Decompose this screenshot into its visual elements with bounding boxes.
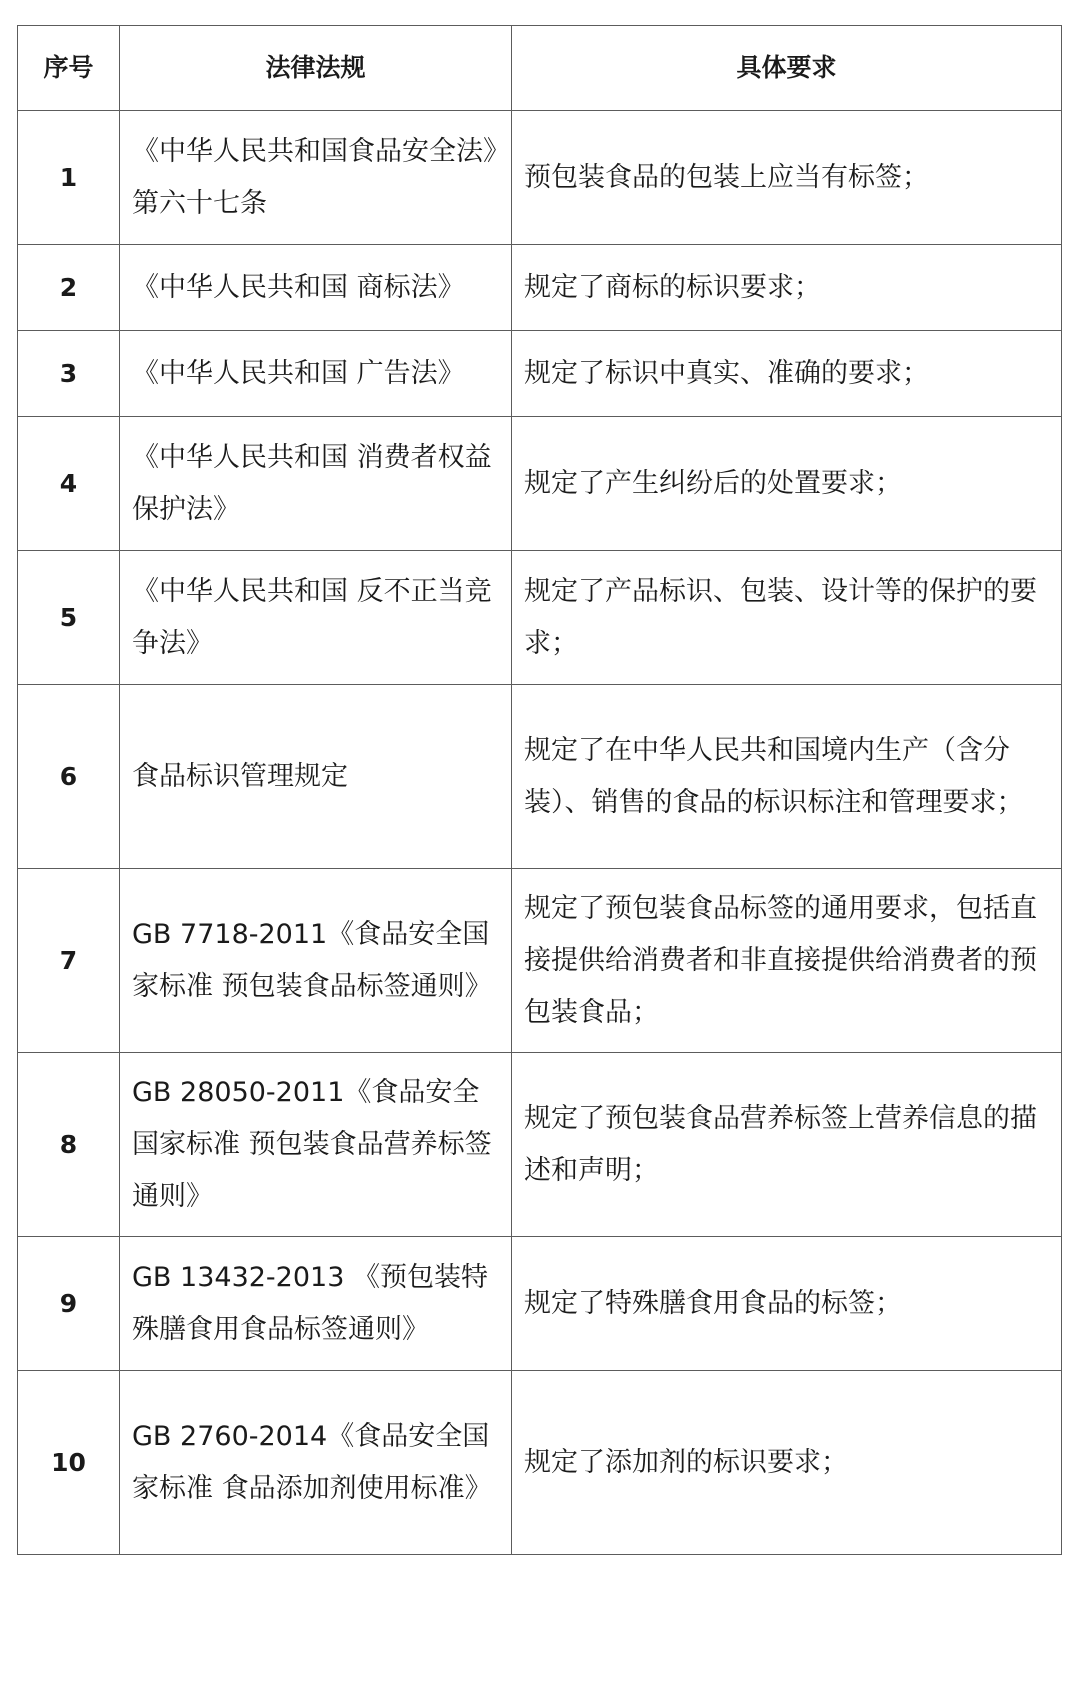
row-number: 9: [18, 1237, 120, 1371]
row-number: 1: [18, 111, 120, 245]
row-requirement: 规定了商标的标识要求；: [512, 245, 1062, 331]
table-row: [18, 685, 1062, 869]
row-requirement: 规定了特殊膳食用食品的标签；: [512, 1237, 1062, 1371]
row-number: 3: [18, 331, 120, 417]
row-law: 《中华人民共和国食品安全法》第六十七条: [120, 111, 512, 245]
table-row: [18, 417, 1062, 551]
row-law: GB 28050-2011《食品安全国家标准 预包装食品营养标签通则》: [120, 1053, 512, 1237]
table-row: [18, 869, 1062, 1053]
header-requirement: 具体要求: [512, 26, 1062, 111]
table-row: [18, 551, 1062, 685]
row-requirement: 规定了产品标识、包装、设计等的保护的要求；: [512, 551, 1062, 685]
row-requirement: 规定了标识中真实、准确的要求；: [512, 331, 1062, 417]
row-requirement: 规定了添加剂的标识要求；: [512, 1371, 1062, 1555]
row-number: 8: [18, 1053, 120, 1237]
row-law: 《中华人民共和国 反不正当竞争法》: [120, 551, 512, 685]
table-row: [18, 1053, 1062, 1237]
table-row: [18, 1237, 1062, 1371]
row-requirement: 规定了预包装食品营养标签上营养信息的描述和声明；: [512, 1053, 1062, 1237]
table-row: [18, 1371, 1062, 1555]
table-header-row: [18, 26, 1062, 111]
header-serial: 序号: [18, 26, 120, 111]
row-requirement: 规定了预包装食品标签的通用要求，包括直接提供给消费者和非直接提供给消费者的预包装食品；: [512, 869, 1062, 1053]
table-row: [18, 331, 1062, 417]
row-requirement: 预包装食品的包装上应当有标签；: [512, 111, 1062, 245]
row-number: 10: [18, 1371, 120, 1555]
row-number: 4: [18, 417, 120, 551]
row-requirement: 规定了在中华人民共和国境内生产（含分装）、销售的食品的标识标注和管理要求；: [512, 685, 1062, 869]
row-number: 7: [18, 869, 120, 1053]
row-number: 2: [18, 245, 120, 331]
row-law: GB 13432-2013 《预包装特殊膳食用食品标签通则》: [120, 1237, 512, 1371]
row-law: 《中华人民共和国 广告法》: [120, 331, 512, 417]
row-number: 6: [18, 685, 120, 869]
header-law: 法律法规: [120, 26, 512, 111]
row-requirement: 规定了产生纠纷后的处置要求；: [512, 417, 1062, 551]
table-row: [18, 245, 1062, 331]
regulations-table: [17, 25, 1062, 1555]
row-law: 《中华人民共和国 消费者权益保护法》: [120, 417, 512, 551]
row-law: 《中华人民共和国 商标法》: [120, 245, 512, 331]
row-law: GB 2760-2014《食品安全国家标准 食品添加剂使用标准》: [120, 1371, 512, 1555]
row-law: GB 7718-2011《食品安全国家标准 预包装食品标签通则》: [120, 869, 512, 1053]
table-row: [18, 111, 1062, 245]
row-number: 5: [18, 551, 120, 685]
row-law: 食品标识管理规定: [120, 685, 512, 869]
